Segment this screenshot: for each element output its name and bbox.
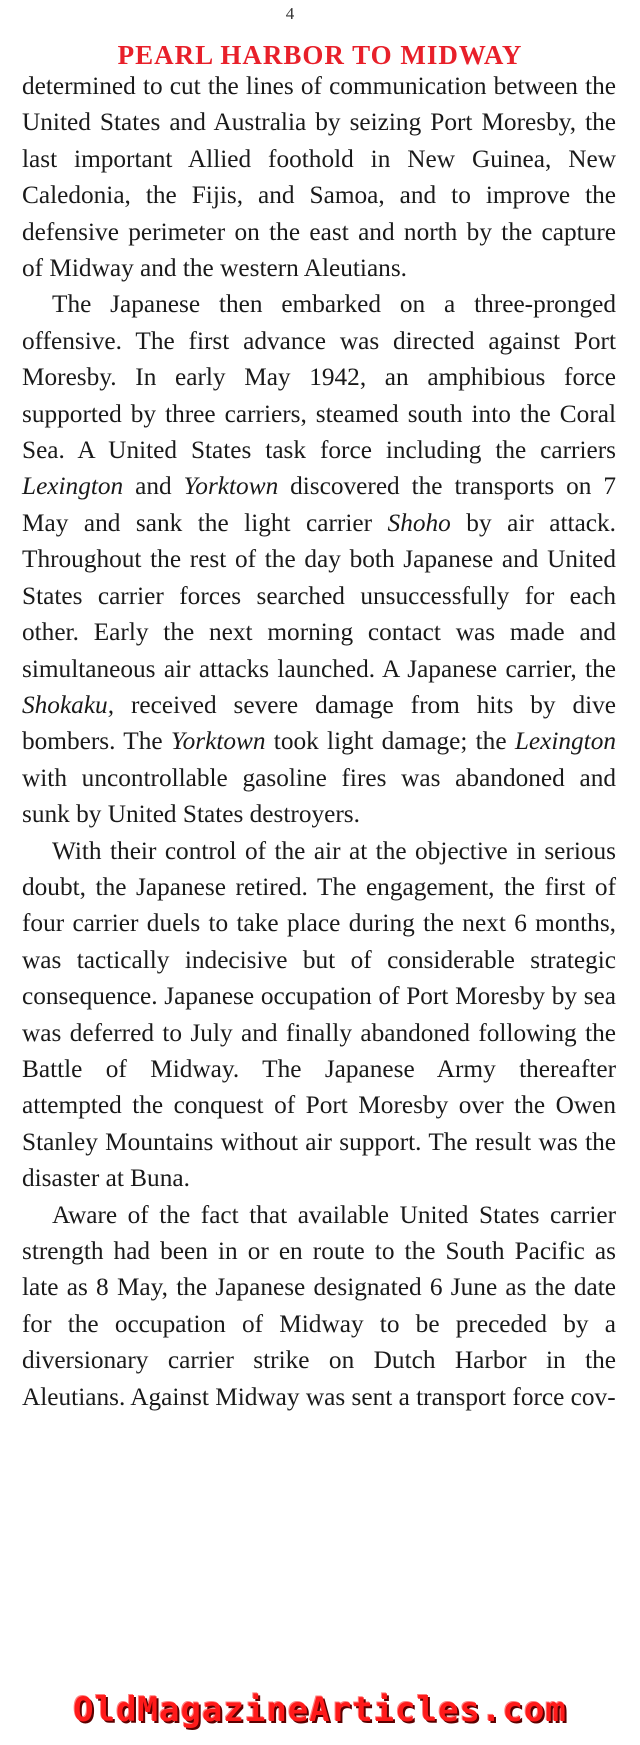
text-run: With their control of the air at the objective in serious doubt, the Japanese retired. The engagement, the first of four carrier duels to take place during the next 6 months, was tactically indecisive but of considerable strategic consequence. Japanese occupation of Port Moresby by sea was deferred to July and finally abandoned following the Battle of Midway. The Japanese Army thereafter attempted the conquest of Port Moresby over the Owen Stanley Mountains without air support. The result was the disaster at Buna. bbox=[22, 836, 616, 1193]
text-run: received severe damage from hits by dive bombers. The bbox=[22, 690, 616, 756]
text-run: by air attack. Throughout the rest of the day both Japanese and United States carrier forces searched unsuccessfully for each other. Early the next morning contact was made and simultaneous air attacks launched. A Japanese carrier, the bbox=[22, 508, 616, 683]
site-watermark-banner[interactable]: OldMagazineArticles.com bbox=[73, 1690, 567, 1730]
page-number: 4 bbox=[285, 4, 295, 23]
italic-ship-name: Yorktown bbox=[170, 727, 266, 756]
article-body bbox=[22, 68, 616, 1415]
italic-ship-name: Lexington bbox=[514, 727, 616, 756]
italic-ship-name: Shoho bbox=[387, 508, 451, 537]
text-run: took light damage; the bbox=[265, 727, 515, 756]
italic-ship-name: Shokaku, bbox=[22, 690, 115, 719]
italic-ship-name: Yorktown bbox=[183, 472, 279, 501]
text-run: Aware of the fact that available United States carrier strength had been in or en route to the South Pacific as late as 8 May, the Japanese designated 6 June as the date for the occupation of Midway to be preceded by a diversionary carrier strike on Dutch Harbor in the Aleutians. Against Midway was sent a transport force cov- bbox=[22, 1200, 616, 1411]
running-head: PEARL HARBOR TO MIDWAY bbox=[117, 40, 523, 70]
text-run: discovered the transports on 7 May and sank the light carrier bbox=[22, 472, 616, 537]
paragraph bbox=[22, 1197, 616, 1415]
italic-ship-name: Lexington bbox=[22, 472, 124, 501]
paragraph bbox=[22, 68, 616, 286]
text-run: with uncontrollable gasoline fires was abandoned and sunk by United States destroyers. bbox=[22, 763, 616, 829]
text-run: and bbox=[123, 472, 184, 501]
paragraph bbox=[22, 286, 616, 832]
text-run: determined to cut the lines of communication between the United States and Australia by seizing Port Moresby, the last important Allied foothold in New Guinea, New Caledonia, the Fijis, and Samoa, and to improve the defensive perimeter on the east and north by the capture of Midway and the western Aleutians. bbox=[22, 72, 616, 283]
paragraph bbox=[22, 833, 616, 1197]
text-run: The Japanese then embarked on a three-pronged offensive. The first advance was directed against Port Moresby. In early May 1942, an amphibious force supported by three carriers, steamed south into the Coral Sea. A United States task force including the carriers bbox=[22, 290, 616, 465]
